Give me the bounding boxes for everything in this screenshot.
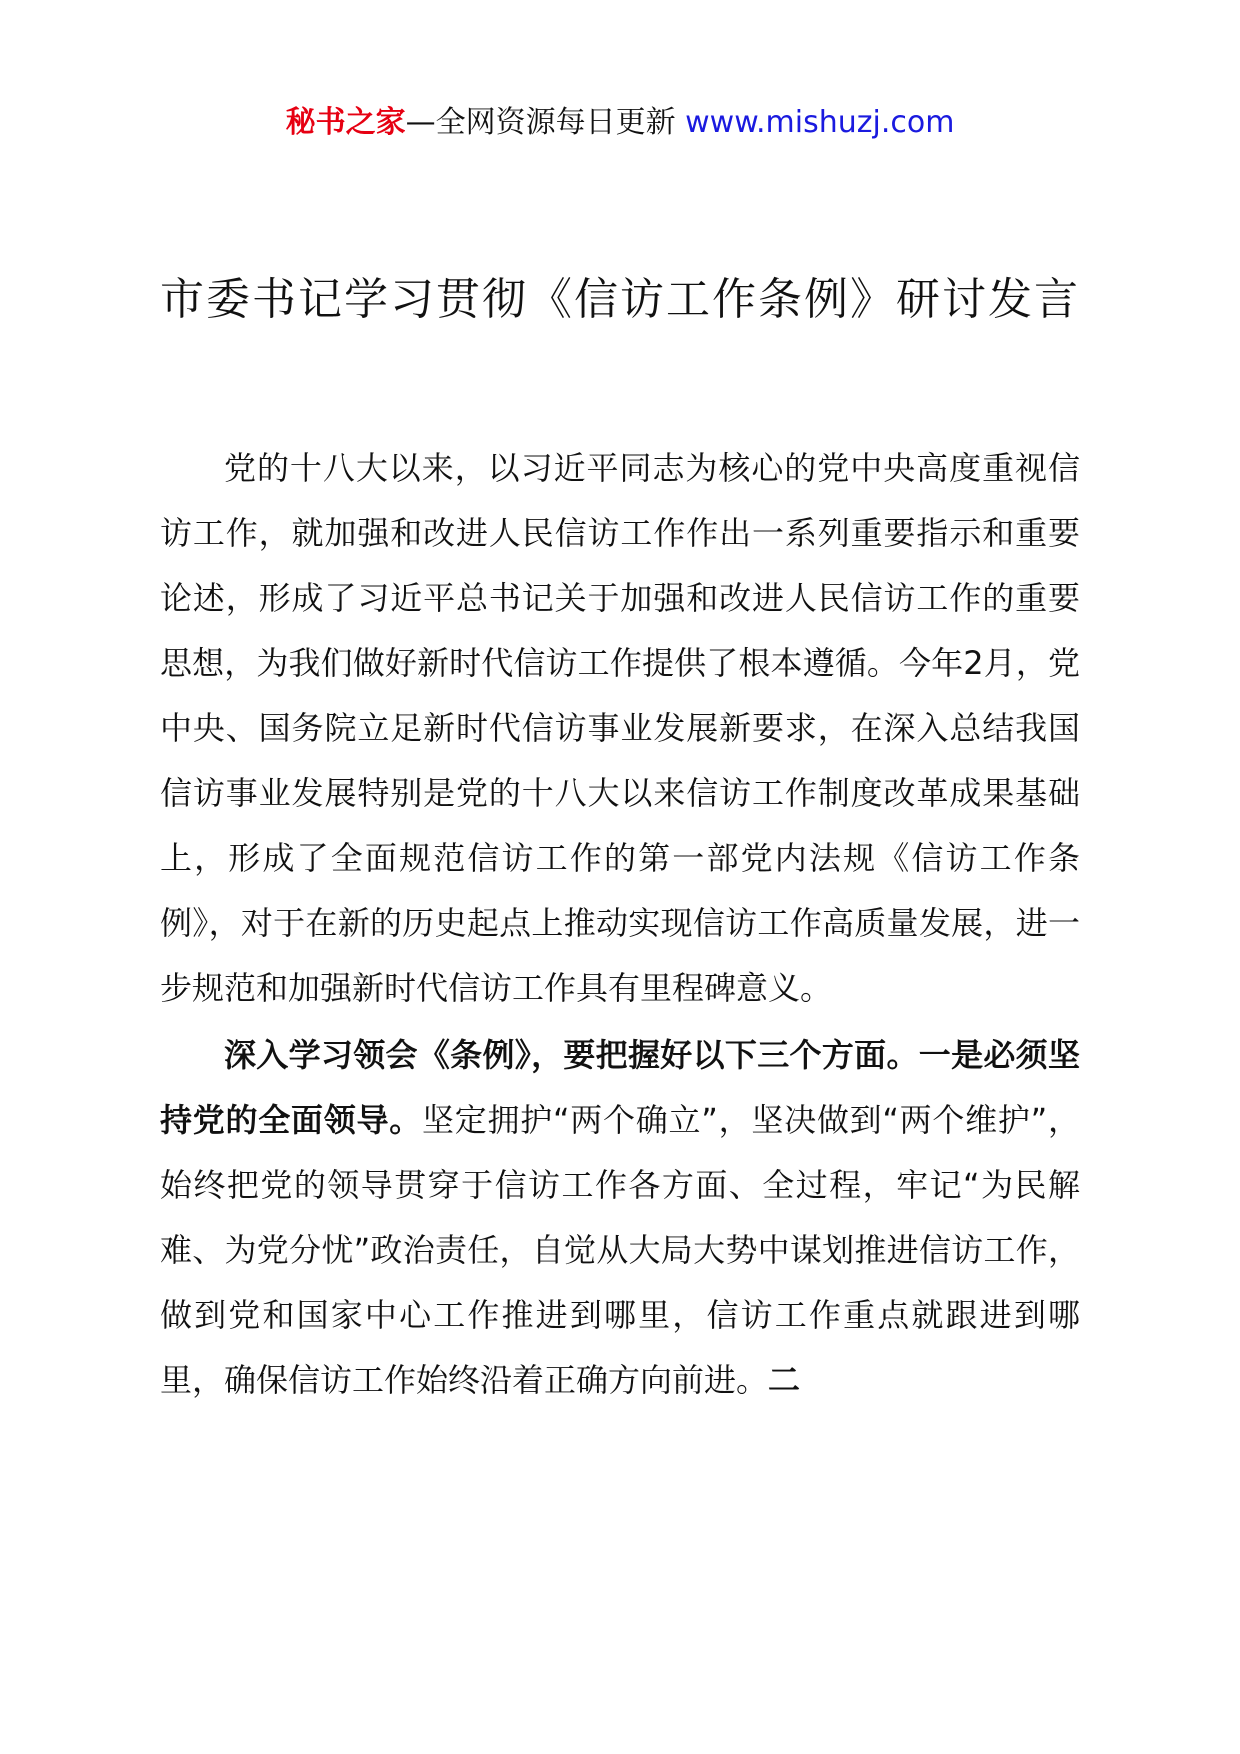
paragraph-2-bold-lead: 深入学习领会《条例》，要把握好以下三个方面。一是必须坚持党的全面领导。 xyxy=(160,1036,1080,1139)
paragraph-2-text: 坚定拥护“两个确立”，坚决做到“两个维护”，始终把党的领导贯穿于信访工作各方面、全过程，牢记“为民解难、为党分忧”政治责任，自觉从大局大势中谋划推进信访工作，做到党和国家中心工作推进到哪里，信访工作重点就跟进到哪里，确保信访工作始终沿着正确方向前进。 xyxy=(160,1101,1080,1399)
document-title: 市委书记学习贯彻《信访工作条例》研讨发言 xyxy=(160,274,1080,325)
paragraph-1-text: 党的十八大以来，以习近平同志为核心的党中央高度重视信访工作，就加强和改进人民信访工作作出一系列重要指示和重要论述，形成了习近平总书记关于加强和改进人民信访工作的重要思想，为我们做好新时代信访工作提供了根本遵循。今年2月，党中央、国务院立足新时代信访事业发展新要求，在深入总结我国信访事业发展特别是党的十八大以来信访工作制度改革成果基础上，形成了全面规范信访工作的第一部党内法规《信访工作条例》，对于在新的历史起点上推动实现信访工作高质量发展，进一步规范和加强新时代信访工作具有里程碑意义。 xyxy=(160,449,1080,1007)
header-site-link[interactable]: www.mishuzj.com xyxy=(685,105,955,140)
document-body xyxy=(160,436,1080,1413)
header-tagline: —全网资源每日更新 xyxy=(405,105,676,140)
paragraph-1 xyxy=(160,436,1080,1021)
paragraph-2 xyxy=(160,1023,1080,1413)
paragraph-2-bold-tail: 二 xyxy=(768,1361,801,1399)
header-brand: 秘书之家 xyxy=(285,105,406,140)
page-header xyxy=(0,103,1240,143)
